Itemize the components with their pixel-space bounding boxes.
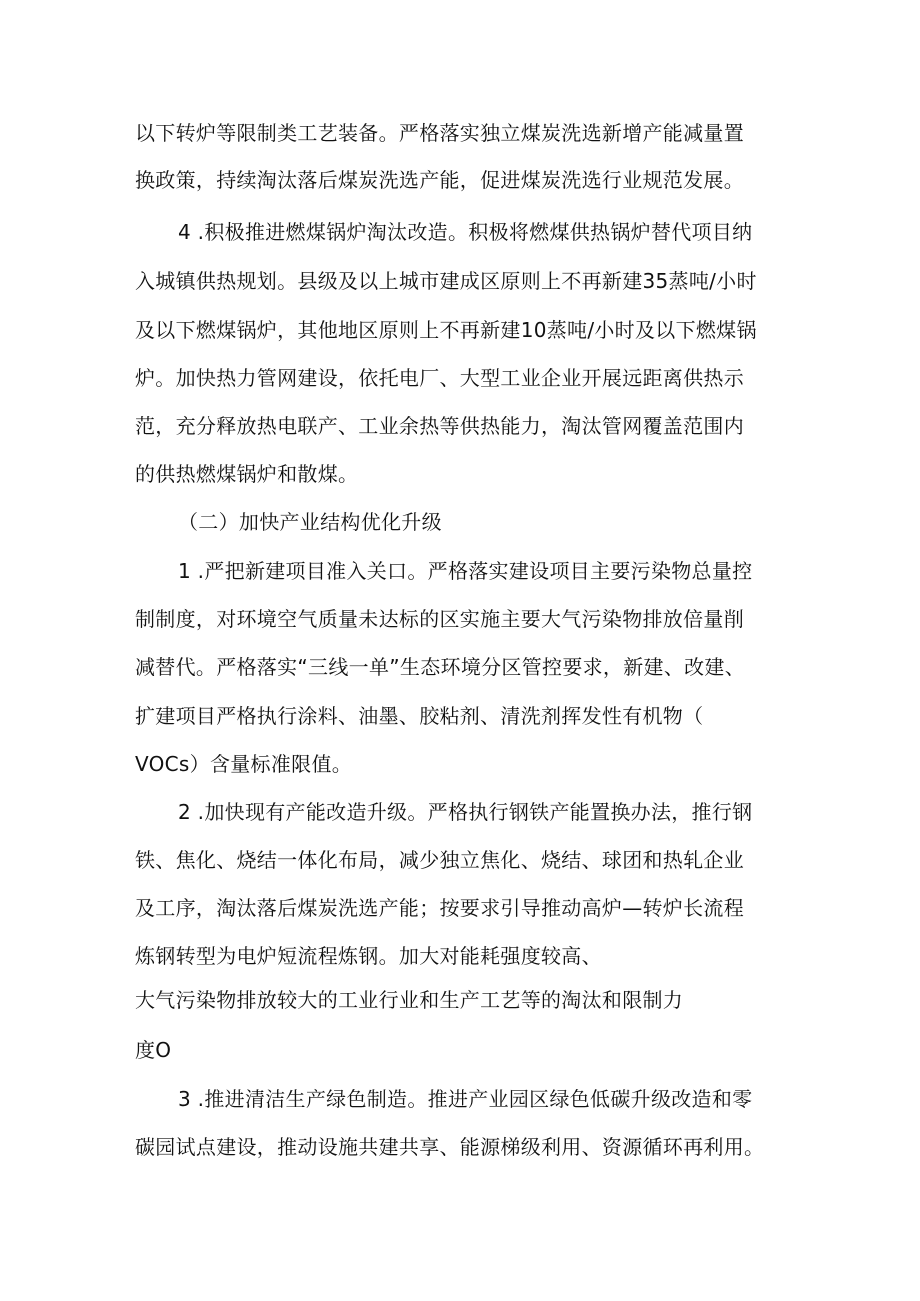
- text-line: 度O: [135, 1038, 172, 1062]
- text-line: 换政策，持续淘汰落后煤炭洗选产能，促进煤炭洗选行业规范发展。: [135, 168, 744, 192]
- text-line: 2 .加快现有产能改造升级。严格执行钢铁产能置换办法，推行钢: [178, 800, 753, 824]
- text-line: VOCs）含量标准限值。: [135, 752, 353, 776]
- text-line: 碳园试点建设，推动设施共建共享、能源梯级利用、资源循环再利用。: [135, 1135, 765, 1159]
- text-line: 炼钢转型为电炉短流程炼钢。加大对能耗强度较高、: [135, 944, 602, 968]
- text-line: 的供热燃煤锅炉和散煤。: [135, 462, 359, 486]
- text-line: 1 .严把新建项目准入关口。严格落实建设项目主要污染物总量控: [178, 559, 753, 583]
- text-line: 扩建项目严格执行涂料、油墨、胶粘剂、清洗剂挥发性有机物（: [135, 704, 704, 728]
- text-line: 及以下燃煤锅炉，其他地区原则上不再新建10蒸吨/小时及以下燃煤锅: [135, 318, 757, 342]
- section-heading: （二）加快产业结构优化升级: [178, 510, 442, 534]
- text-line: 入城镇供热规划。县级及以上城市建成区原则上不再新建35蒸吨/小时: [135, 269, 757, 293]
- text-line: 炉。加快热力管网建设，依托电厂、大型工业企业开展远距离供热示: [135, 366, 744, 390]
- text-line: 铁、焦化、烧结一体化布局，减少独立焦化、烧结、球团和热轧企业: [135, 848, 744, 872]
- text-line: 以下转炉等限制类工艺装备。严格落实独立煤炭洗选新增产能减量置: [135, 121, 744, 145]
- text-line: 大气污染物排放较大的工业行业和生产工艺等的淘汰和限制力: [135, 988, 684, 1012]
- text-line: 范，充分释放热电联产、工业余热等供热能力，淘汰管网覆盖范围内: [135, 414, 744, 438]
- text-line: 4 .积极推进燃煤锅炉淘汰改造。积极将燃煤供热锅炉替代项目纳: [178, 220, 753, 244]
- text-line: 及工序，淘汰落后煤炭洗选产能；按要求引导推动高炉—转炉长流程: [135, 896, 744, 920]
- text-line: 制制度，对环境空气质量未达标的区实施主要大气污染物排放倍量削: [135, 607, 744, 631]
- text-line: 3 .推进清洁生产绿色制造。推进产业园区绿色低碳升级改造和零: [178, 1087, 753, 1111]
- text-line: 减替代。严格落实“三线一单”生态环境分区管控要求，新建、改建、: [135, 655, 746, 679]
